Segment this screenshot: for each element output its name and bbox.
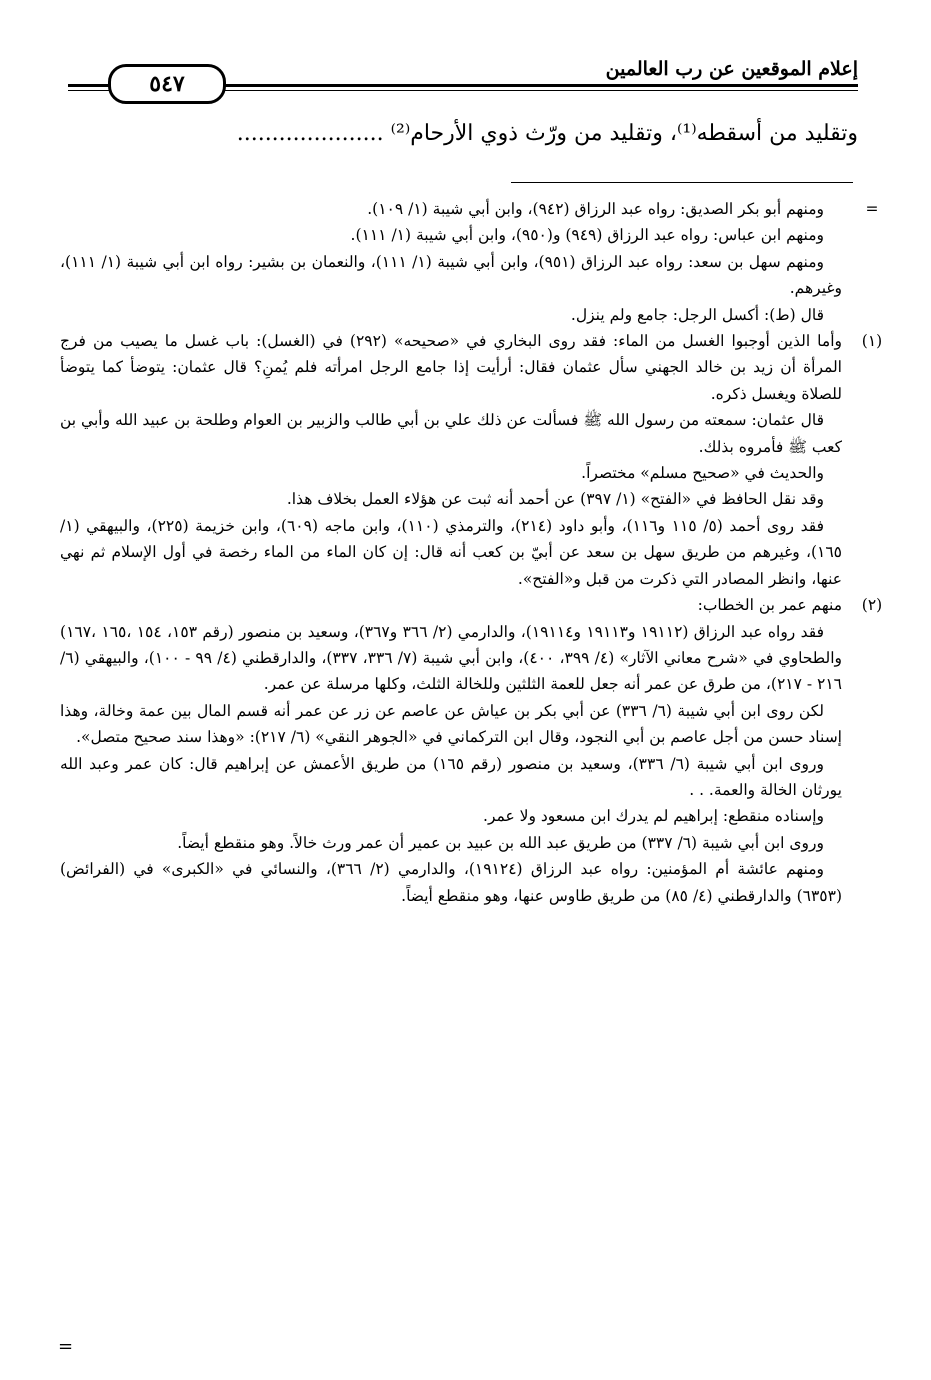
continuation-mark-bottom: = [58,1336,74,1357]
footnote-paragraph: ومنهم ابن عباس: رواه عبد الرزاق (٩٤٩) و(٩٥٠)، وابن أبي شيبة (١/ ١١١). [350,226,824,245]
footnote-paragraph: لكن روى ابن أبي شيبة (٦/ ٣٣٦) عن أبي بكر بن عياش عن عاصم عن زر عن عمر أنه قسم المال بين عمة وخالة، وهذا إسناد حسن من أجل عاصم بن أبي النجود، وقال ابن التركماني في «الجوهر النقي» (٦/ ٢١٧): «وهذا سند صحيح متصل». [60,701,842,747]
footnote-paragraph: والحديث في «صحيح مسلم» مختصراً. [581,464,824,483]
footnote-paragraph: وإسناده منقطع: إبراهيم لم يدرك ابن مسعود ولا عمر. [483,807,824,826]
footnote-paragraph: وقد نقل الحافظ في «الفتح» (١/ ٣٩٧) عن أحمد أنه ثبت عن هؤلاء العمل بخلاف هذا. [286,490,824,509]
footnote-paragraph: فقد رواه عبد الرزاق (١٩١١٢ و١٩١١٣ و١٩١١٤)، والدارمي (٢/ ٣٦٦ و٣٦٧)، وسعيد بن منصور (رقم ١٥٣، ١٥٤ ،١٦٥ ،١٦٧) والطحاوي في «شرح معاني الآثار» (٤/ ٣٩٩، ٤٠٠)، وابن أبي شيبة (٧/ ٣٣٦، ٣٣٧)، والدارقطني (٤/ ٩٩ - ١٠٠)، والبيهقي (٦/ ٢١٦ - ٢١٧)، من طرق عن عمر أنه جعل للعمة الثلثين وللخالة الثلث، وكلها مرسلة عن عمر. [60,622,843,694]
footnotes [60,196,883,909]
book-title: إعلام الموقعين عن رب العالمين [605,58,858,80]
footnote-1-label: (١) [861,332,883,351]
footnote-paragraph: وروى ابن أبي شيبة (٦/ ٣٣٦)، وسعيد بن منصور (رقم ١٦٥) من طريق الأعمش عن إبراهيم قال: كان عمر وعبد الله يورثان الخالة والعمة. . . [60,754,842,799]
main-text-line: وتقليد من أسقطه⁽¹⁾، وتقليد من ورّث ذوي الأرحام⁽²⁾ ..................... [236,121,858,146]
footnote-paragraph: ومنهم عائشة أم المؤمنين: رواه عبد الرزاق (١٩١٢٤)، والدارمي (٢/ ٣٦٦)، والنسائي في «الكبرى» في (الفرائض) (٦٣٥٣) والدارقطني (٤/ ٨٥) من طريق طاوس عنها، وهو منقطع أيضاً. [60,860,842,905]
footnote-1 [60,328,883,592]
page-number: ٥٤٧ [108,64,226,104]
footnote-paragraph: وروى ابن أبي شيبة (٦/ ٣٣٧) من طريق عبد الله بن عبيد بن عمير أن عمر ورث خالاً. وهو منقطع أيضاً. [177,833,824,852]
footnote-paragraph: فقد روى أحمد (٥/ ١١٥ و١١٦)، وأبو داود (٢١٤)، والترمذي (١١٠)، وابن ماجه (٦٠٩)، وابن خزيمة (٢٢٥)، والبيهقي (١/ ١٦٥)، وغيرهم من طريق سهل بن سعد عن أبيّ بن كعب أنه قال: إن كان الماء من الماء رخصة في أول الإسلام ثم نهي عنها، وانظر المصادر التي ذكرت من قبل و«الفتح». [60,516,842,588]
footnote-paragraph: ومنهم سهل بن سعد: رواه عبد الرزاق (٩٥١)، وابن أبي شيبة (١/ ١١١)، والنعمان بن بشير: رواه ابن أبي شيبة (١/ ١١١)، وغيرهم. [60,252,842,298]
page-header [68,58,858,106]
footnote-paragraph: منهم عمر بن الخطاب: [697,596,842,615]
footnote-2-label: (٢) [861,596,883,615]
footnote-paragraph: قال عثمان: سمعته من رسول الله ﷺ فسألت عن ذلك علي بن أبي طالب والزبير بن العوام وطلحة بن عبيد الله وأبي بن كعب ﷺ فأمروه بذلك. [60,411,842,456]
footnote-2 [60,592,883,909]
continuation-mark: = [865,200,879,218]
footnote-paragraph: وأما الذين أوجبوا الغسل من الماء: فقد روى البخاري في «صحيحه» (٢٩٢) في (الغسل): باب غسل ما يصيب من فرج المرأة أن زيد بن خالد الجهني سأل عثمان فقال: أرأيت إذا جامع الرجل امرأته فلم يُمنِ؟ قال عثمان: يتوضأ كما يتوضأ للصلاة ويغسل ذكره. [60,332,842,403]
footnote-paragraph: قال (ط): أكسل الرجل: جامع ولم ينزل. [570,305,824,324]
continued-footnote [60,196,879,328]
footnote-paragraph: ومنهم أبو بكر الصديق: رواه عبد الرزاق (٩٤٢)، وابن أبي شيبة (١/ ١٠٩). [367,200,824,218]
footnote-separator [511,182,853,183]
